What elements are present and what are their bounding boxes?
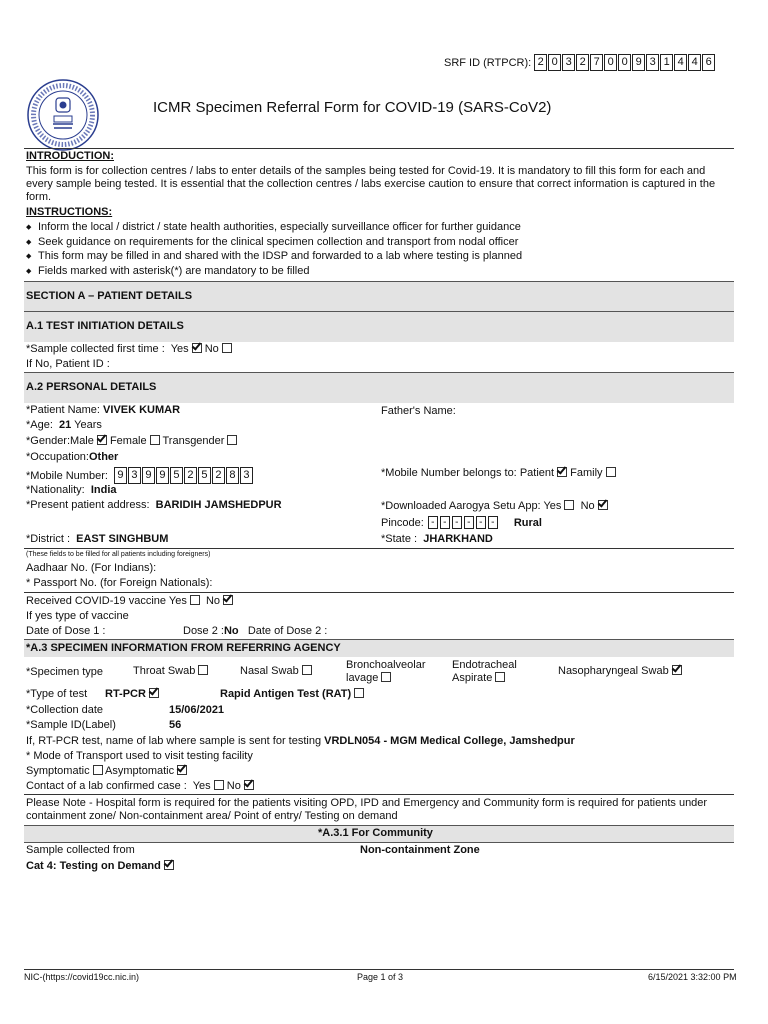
father-name-label: Father's Name: — [381, 405, 456, 417]
a3-title: *A.3 SPECIMEN INFORMATION FROM REFERRING AGENCY — [26, 642, 341, 654]
first-time-no-checkbox[interactable] — [222, 343, 232, 353]
a3-header — [24, 639, 734, 657]
footer-left: NIC-(https://covid19cc.nic.in) — [24, 972, 140, 982]
hospital-note: Please Note - Hospital form is required for the patients visiting OPD, IPD and Emergency and Community form is required for patients under containment zone/ Non-containment area/ Point of entry/ Testing on demand — [26, 797, 708, 822]
aarogya-yes-checkbox[interactable] — [564, 500, 574, 510]
instructions-heading: INSTRUCTIONS: — [26, 206, 113, 218]
intro-heading: INTRODUCTION: — [26, 150, 114, 162]
a1-title: A.1 TEST INITIATION DETAILS — [26, 320, 184, 332]
specimen-throat: Throat Swab — [133, 665, 208, 677]
belongs-patient-checkbox[interactable] — [557, 467, 567, 477]
category-checkbox[interactable] — [164, 860, 174, 870]
instruction-item: ◆ Inform the local / district / state health authorities, especially surveillance officer for further guidance — [26, 221, 522, 236]
digit-box: 4 — [674, 54, 687, 71]
transport-label: * Mode of Transport used to visit testing facility — [26, 750, 253, 762]
endotracheal-checkbox[interactable] — [495, 672, 505, 682]
divider — [24, 148, 734, 149]
digit-box: 3 — [646, 54, 659, 71]
dose1-label: Date of Dose 1 : — [26, 625, 106, 637]
vaccine-type-label: If yes type of vaccine — [26, 610, 129, 622]
nasal-swab-checkbox[interactable] — [302, 665, 312, 675]
lab-row: If, RT-PCR test, name of lab where sample is sent for testing VRDLN054 - MGM Medical College, Jamshedpur — [26, 735, 575, 747]
footer-page: Page 1 of 3 — [357, 972, 404, 982]
occupation-row: *Occupation:Other — [26, 451, 119, 463]
digit-box: - — [428, 516, 438, 529]
instructions-list — [26, 221, 522, 279]
divider — [24, 548, 734, 549]
gender-transgender-checkbox[interactable] — [227, 435, 237, 445]
digit-box: 5 — [170, 467, 183, 484]
contact-yes-checkbox[interactable] — [214, 780, 224, 790]
aadhaar-label: Aadhaar No. (For Indians): — [26, 562, 157, 574]
gender-row: *Gender:Male Female Transgender — [26, 435, 237, 447]
first-time-yes-checkbox[interactable] — [192, 343, 202, 353]
digit-box: 9 — [156, 467, 169, 484]
patient-id-label: If No, Patient ID : — [26, 358, 110, 370]
instruction-item: ◆ Fields marked with asterisk(*) are mandatory to be filled — [26, 265, 522, 280]
digit-box: 0 — [618, 54, 631, 71]
mobile-belongs-row: *Mobile Number belongs to: Patient Family — [381, 467, 616, 479]
passport-label: * Passport No. (for Foreign Nationals): — [26, 577, 213, 589]
instruction-item: ◆ This form may be filled in and shared with the IDSP and forwarded to a lab where testing is planned — [26, 250, 522, 265]
lab-name: VRDLN054 - MGM Medical College, Jamshedpur — [324, 735, 575, 747]
digit-box: - — [488, 516, 498, 529]
digit-box: - — [452, 516, 462, 529]
district-row: *District : EAST SINGHBUM — [26, 533, 169, 545]
digit-box: 4 — [688, 54, 701, 71]
asymptomatic-checkbox[interactable] — [177, 765, 187, 775]
specimen-nasal: Nasal Swab — [240, 665, 312, 677]
digit-box: 7 — [590, 54, 603, 71]
symptom-row: Symptomatic Asymptomatic — [26, 765, 187, 777]
test-type-label: *Type of test — [26, 688, 88, 700]
digit-box: 2 — [212, 467, 225, 484]
divider — [24, 794, 734, 795]
nasopharyngeal-checkbox[interactable] — [672, 665, 682, 675]
digit-box: - — [476, 516, 486, 529]
collection-date: 15/06/2021 — [169, 704, 225, 716]
dose2-row: Dose 2 :No Date of Dose 2 : — [183, 625, 328, 637]
aarogya-no-checkbox[interactable] — [598, 500, 608, 510]
rat-checkbox[interactable] — [354, 688, 364, 698]
test-rat: Rapid Antigen Test (RAT) — [220, 688, 364, 700]
footer-timestamp: 6/15/2021 3:32:00 PM — [648, 972, 737, 982]
divider — [24, 592, 734, 593]
digit-box: 0 — [604, 54, 617, 71]
specimen-type-label: *Specimen type — [26, 666, 104, 678]
a31-header — [24, 825, 734, 843]
age-value: 21 — [59, 419, 72, 431]
vaccine-no-checkbox[interactable] — [223, 595, 233, 605]
collected-from-label: Sample collected from — [26, 844, 135, 856]
throat-swab-checkbox[interactable] — [198, 665, 208, 675]
address-row: *Present patient address: BARIDIH JAMSHEDPUR — [26, 499, 282, 511]
digit-box: 9 — [142, 467, 155, 484]
a2-header — [24, 372, 734, 403]
digit-box: 9 — [632, 54, 645, 71]
section-a-header — [24, 281, 734, 312]
instruction-item: ◆ Seek guidance on requirements for the clinical specimen collection and transport from nodal officer — [26, 236, 522, 251]
icmr-seal-icon — [26, 78, 100, 152]
section-a-title: SECTION A – PATIENT DETAILS — [26, 290, 193, 302]
srf-id-label: SRF ID (RTPCR): — [444, 56, 532, 69]
gender-female-checkbox[interactable] — [150, 435, 160, 445]
specimen-bal: Bronchoalveolar lavage — [346, 659, 426, 684]
digit-box: 9 — [114, 467, 127, 484]
patient-name-row: *Patient Name: VIVEK KUMAR — [26, 404, 181, 416]
digit-box: - — [464, 516, 474, 529]
page-title: ICMR Specimen Referral Form for COVID-19 (SARS-CoV2) — [153, 99, 552, 116]
digit-box: 1 — [660, 54, 673, 71]
digit-box: 2 — [576, 54, 589, 71]
category-row: Cat 4: Testing on Demand — [26, 860, 174, 872]
age-row: *Age: 21 Years — [26, 419, 102, 431]
aarogya-row: *Downloaded Aarogya Setu App: Yes No — [381, 500, 608, 512]
bal-checkbox[interactable] — [381, 672, 391, 682]
pincode-digits — [428, 516, 500, 529]
digit-box: 3 — [562, 54, 575, 71]
vaccine-yes-checkbox[interactable] — [190, 595, 200, 605]
a1-header — [24, 311, 734, 342]
digit-box: 3 — [128, 467, 141, 484]
srf-id-digits — [534, 54, 716, 71]
a2-title: A.2 PERSONAL DETAILS — [26, 381, 157, 393]
digit-box: 0 — [548, 54, 561, 71]
digit-box: 2 — [534, 54, 547, 71]
area-type: Rural — [513, 516, 542, 529]
mobile-digits — [114, 467, 254, 484]
test-rtpcr: RT-PCR — [105, 688, 159, 700]
digit-box: 6 — [702, 54, 715, 71]
belongs-family-checkbox[interactable] — [606, 467, 616, 477]
vaccine-row: Received COVID-19 vaccine Yes No — [26, 595, 233, 607]
zone-value: Non-containment Zone — [360, 844, 480, 856]
gender-male-checkbox[interactable] — [97, 435, 107, 445]
patient-name: VIVEK KUMAR — [103, 404, 181, 416]
srf-id — [444, 54, 716, 71]
specimen-endo: Endotracheal Aspirate — [452, 659, 517, 684]
collection-date-label: *Collection date — [26, 704, 104, 716]
specimen-naso: Nasopharyngeal Swab — [558, 665, 682, 677]
symptomatic-checkbox[interactable] — [93, 765, 103, 775]
digit-box: 5 — [198, 467, 211, 484]
first-time-row: *Sample collected first time : Yes No — [26, 343, 232, 355]
pincode-row: Pincode: - - - - - - Rural — [381, 516, 542, 529]
state-row: *State : JHARKHAND — [381, 533, 493, 545]
nationality-row: *Nationality: India — [26, 484, 117, 496]
a31-title: *A.3.1 For Community — [318, 827, 433, 839]
footer-divider — [24, 969, 734, 970]
mobile-row: *Mobile Number: 9 3 9 9 5 2 5 2 8 3 — [26, 467, 254, 484]
digit-box: 8 — [226, 467, 239, 484]
rtpcr-checkbox[interactable] — [149, 688, 159, 698]
foreigner-note: (These fields to be filled for all patients including foreigners) — [26, 551, 211, 558]
digit-box: 2 — [184, 467, 197, 484]
intro-text: This form is for collection centres / labs to enter details of the samples being tested for Covid-19. It is mandatory to fill this form for each and every sample being tested. It is essential that the collection centres / labs exercise caution to ensure that correct information is captured in the form. — [26, 165, 716, 203]
digit-box: - — [440, 516, 450, 529]
sample-id-label: *Sample ID(Label) — [26, 719, 116, 731]
contact-row: Contact of a lab confirmed case : Yes No — [26, 780, 254, 792]
digit-box: 3 — [240, 467, 253, 484]
contact-no-checkbox[interactable] — [244, 780, 254, 790]
sample-id: 56 — [169, 719, 182, 731]
